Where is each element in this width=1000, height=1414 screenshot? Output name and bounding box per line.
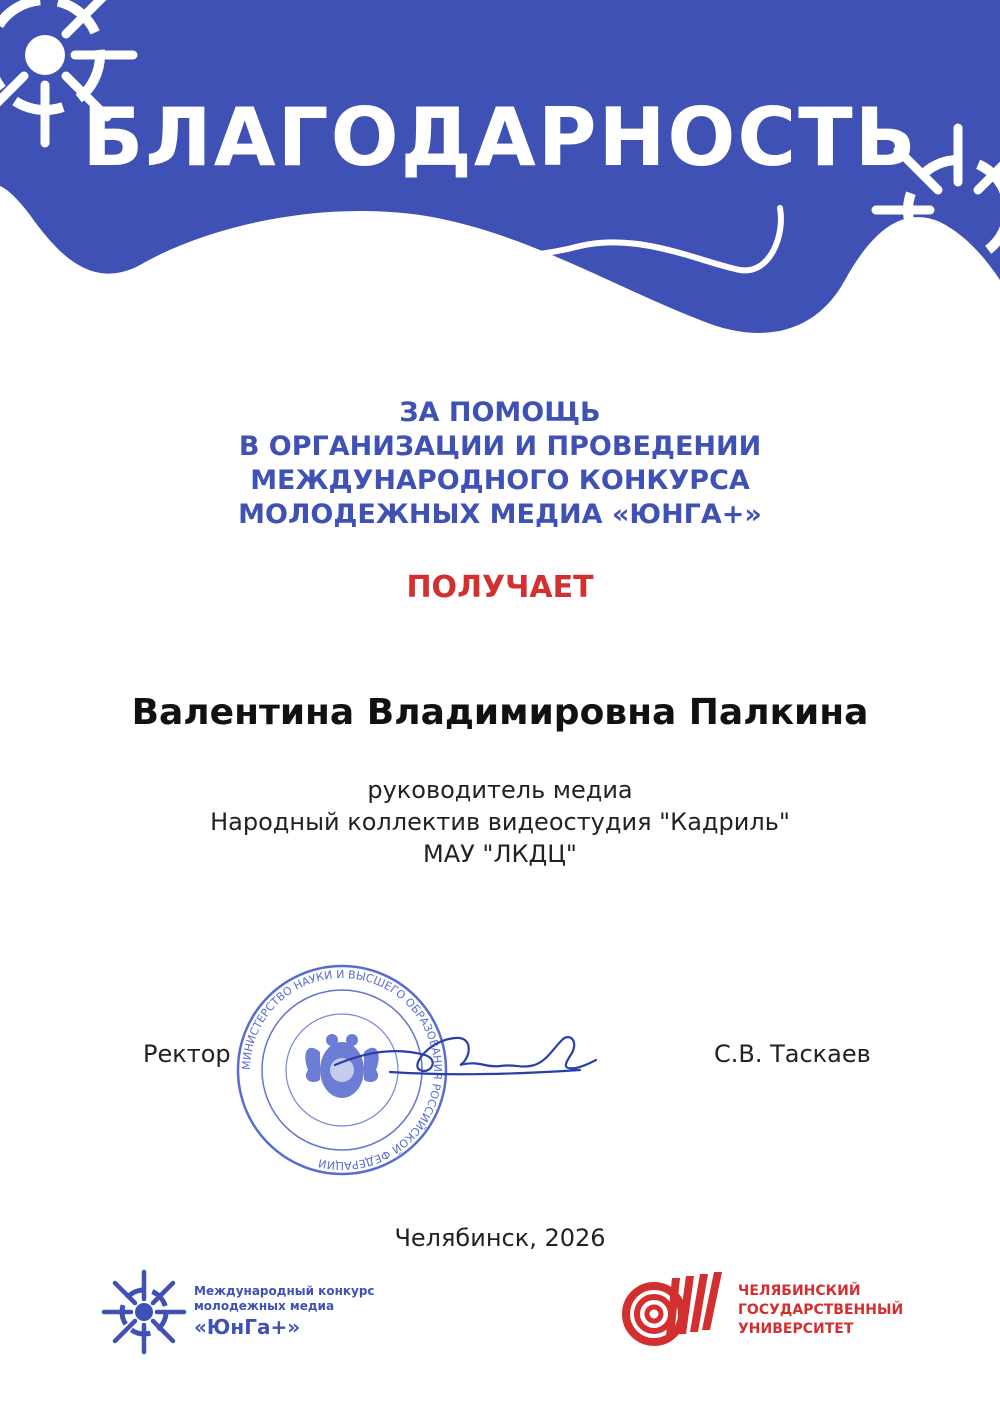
- award-reason-line: МЕЖДУНАРОДНОГО КОНКУРСА: [250, 465, 750, 496]
- award-reason-line: В ОРГАНИЗАЦИИ И ПРОВЕДЕНИИ: [238, 431, 762, 462]
- junga-logo-name: «ЮнГа+»: [194, 1315, 301, 1339]
- recipient-position: руководитель медиа: [367, 776, 633, 804]
- receives-label: ПОЛУЧАЕТ: [406, 570, 594, 605]
- ship-wheel-icon: [100, 1268, 188, 1356]
- recipient-organization: Народный коллектив видеостудия "Кадриль": [210, 808, 790, 836]
- csu-logo-line: ЧЕЛЯБИНСКИЙ: [738, 1283, 861, 1299]
- svg-text:МИНИСТЕРСТВО НАУКИ И ВЫСШЕГО О: МИНИСТЕРСТВО НАУКИ И ВЫСШЕГО ОБРАЗОВАНИЯ РОССИЙСКОЙ ФЕДЕРАЦИИ: [239, 967, 445, 1173]
- award-reason: [100, 396, 900, 532]
- recipient-institution: МАУ "ЛКДЦ": [423, 840, 577, 868]
- award-reason-line: МОЛОДЕЖНЫХ МЕДИА «ЮНГА+»: [238, 499, 762, 530]
- signatory-name: С.В. Таскаев: [714, 1040, 871, 1068]
- signatory-role: Ректор: [143, 1040, 231, 1068]
- award-reason-line: ЗА ПОМОЩЬ: [399, 397, 601, 428]
- junga-logo-text: [194, 1284, 375, 1340]
- junga-logo-line: молодежных медиа: [194, 1299, 335, 1313]
- spiral-shell-icon: [620, 1270, 730, 1350]
- csu-university-logo: [620, 1270, 920, 1350]
- csu-logo-line: УНИВЕРСИТЕТ: [738, 1321, 854, 1337]
- recipient-name: Валентина Владимировна Палкина: [131, 692, 869, 733]
- recipient-details: [100, 774, 900, 870]
- junga-logo-line: Международный конкурс: [194, 1284, 375, 1298]
- junga-contest-logo: [100, 1266, 375, 1356]
- csu-logo-text: [738, 1282, 903, 1339]
- certificate-title: БЛАГОДАРНОСТЬ: [82, 91, 918, 184]
- csu-logo-line: ГОСУДАРСТВЕННЫЙ: [738, 1302, 904, 1318]
- rector-signature: [330, 1020, 600, 1090]
- place-and-year: Челябинск, 2026: [394, 1224, 606, 1252]
